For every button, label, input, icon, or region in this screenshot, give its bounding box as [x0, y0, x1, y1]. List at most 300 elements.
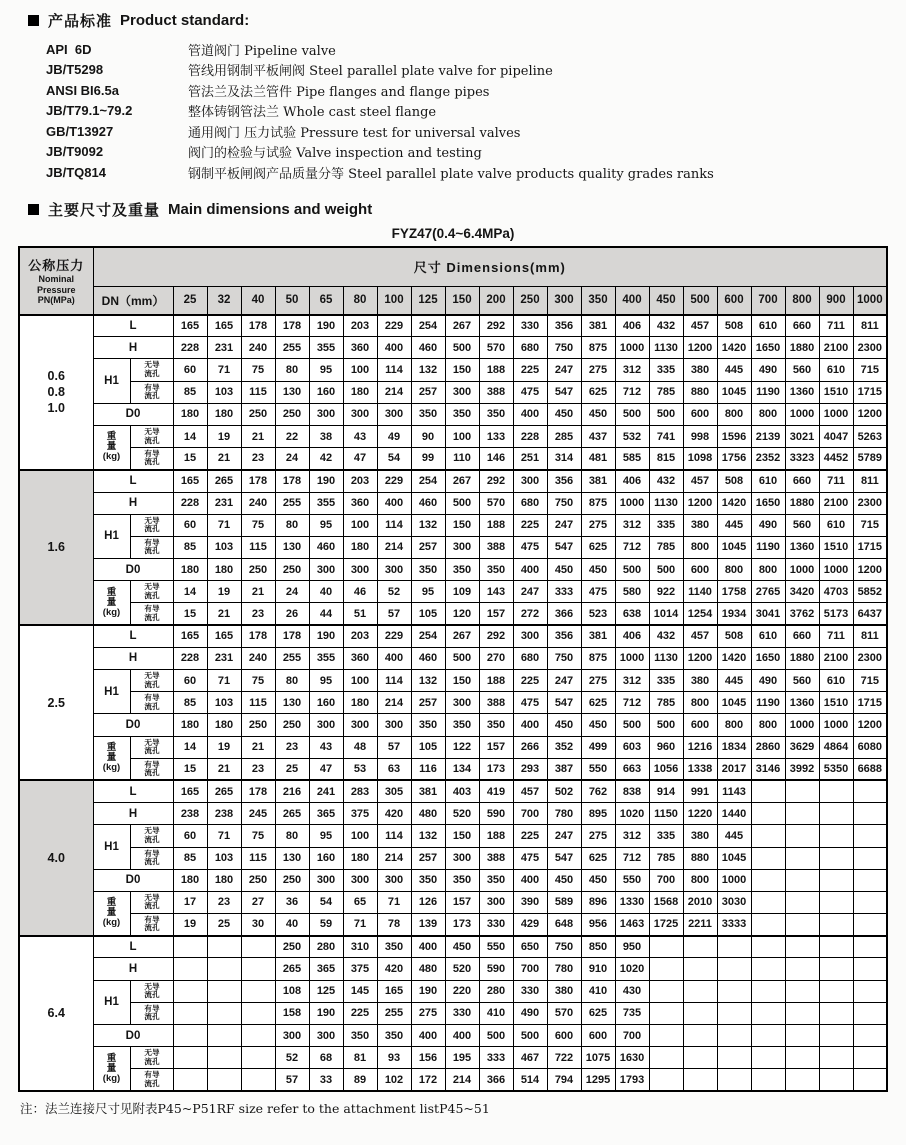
dn-column-header: 250: [513, 287, 547, 315]
dim-cell: 265: [275, 803, 309, 825]
dim-cell: 300: [309, 559, 343, 581]
flow-hole-label-line: 流孔: [143, 768, 160, 777]
dim-cell: 2100: [819, 647, 853, 669]
dim-cell: 390: [513, 891, 547, 913]
dim-cell: [751, 780, 785, 802]
table-row: [19, 736, 887, 758]
dim-cell: 800: [683, 536, 717, 558]
dim-cell: [241, 958, 275, 980]
dim-cell: 95: [309, 514, 343, 536]
table-head: [19, 247, 887, 315]
dn-column-header: 700: [751, 287, 785, 315]
standard-item: [46, 60, 888, 81]
dim-cell: [683, 1047, 717, 1069]
dim-cell: [207, 936, 241, 958]
dim-cell: 14: [173, 581, 207, 603]
dim-cell: 1045: [717, 847, 751, 869]
weight-label-line: 重: [106, 586, 117, 598]
dim-cell: 490: [751, 670, 785, 692]
dim-cell: 44: [309, 603, 343, 625]
dim-cell: 180: [207, 403, 241, 425]
flow-hole-label: [130, 603, 173, 625]
dim-cell: 350: [411, 869, 445, 891]
dim-cell: 139: [411, 914, 445, 936]
dim-cell: 811: [853, 315, 887, 337]
dim-cell: 400: [411, 1025, 445, 1047]
dim-cell: 160: [309, 692, 343, 714]
dim-cell: 1630: [615, 1047, 649, 1069]
dim-cell: 381: [581, 625, 615, 647]
dim-cell: 283: [343, 780, 377, 802]
table-row: [19, 470, 887, 492]
flow-hole-label-line: 有导: [143, 915, 160, 924]
flow-hole-label: [130, 980, 173, 1002]
dim-cell: [717, 1025, 751, 1047]
dim-cell: 547: [547, 692, 581, 714]
dim-cell: [819, 914, 853, 936]
dim-cell: 333: [547, 581, 581, 603]
dim-cell: 216: [275, 780, 309, 802]
table-row: [19, 714, 887, 736]
pressure-value: 4.0: [47, 851, 65, 866]
dim-cell: 300: [309, 1025, 343, 1047]
dn-header-cell: DN（mm）: [93, 287, 173, 315]
dim-cell: 312: [615, 825, 649, 847]
dn-column-header: 125: [411, 287, 445, 315]
dim-cell: [819, 958, 853, 980]
dim-cell: 2352: [751, 448, 785, 470]
dim-cell: 762: [581, 780, 615, 802]
flow-hole-label-line: 无导: [143, 515, 160, 525]
dim-cell: 178: [275, 625, 309, 647]
dim-cell: 600: [547, 1025, 581, 1047]
dim-cell: 99: [411, 448, 445, 470]
dim-cell: 420: [377, 803, 411, 825]
standard-desc: 整体铸钢管法兰 Whole cast steel flange: [188, 105, 437, 121]
dim-cell: 190: [309, 470, 343, 492]
dim-cell: [207, 958, 241, 980]
section-bullet-icon: [28, 15, 39, 26]
dim-cell: 89: [343, 1069, 377, 1091]
dim-cell: 27: [241, 891, 275, 913]
row-label-l: L: [93, 936, 173, 958]
table-header-row: [19, 247, 887, 287]
dim-cell: 146: [479, 448, 513, 470]
flow-hole-label-line: 流孔: [143, 546, 160, 556]
dim-cell: 254: [411, 470, 445, 492]
dim-cell: [853, 1025, 887, 1047]
dim-cell: 19: [207, 736, 241, 758]
dim-cell: 257: [411, 536, 445, 558]
standard-item: [46, 121, 888, 142]
flow-hole-label-line: 有导: [143, 538, 160, 547]
row-label-h: H: [93, 958, 173, 980]
table-row: [19, 914, 887, 936]
dim-cell: 250: [275, 714, 309, 736]
dim-cell: 610: [751, 470, 785, 492]
flow-hole-label-line: 无导: [143, 893, 160, 902]
dim-cell: 180: [343, 692, 377, 714]
dim-cell: 312: [615, 514, 649, 536]
dim-cell: 267: [445, 625, 479, 647]
dim-cell: 420: [377, 958, 411, 980]
dn-column-header: 600: [717, 287, 751, 315]
dim-cell: 229: [377, 625, 411, 647]
dim-cell: 481: [581, 448, 615, 470]
dim-cell: 103: [207, 692, 241, 714]
flow-hole-label-line: 流孔: [143, 1012, 160, 1022]
dim-cell: 132: [411, 359, 445, 381]
dim-cell: [819, 1025, 853, 1047]
dim-cell: 660: [785, 315, 819, 337]
dim-cell: 247: [513, 581, 547, 603]
dim-cell: 432: [649, 470, 683, 492]
dim-cell: 231: [207, 492, 241, 514]
dim-cell: 85: [173, 847, 207, 869]
dim-cell: 105: [411, 736, 445, 758]
dim-cell: 375: [343, 803, 377, 825]
dim-cell: 350: [479, 714, 513, 736]
dim-cell: 1130: [649, 492, 683, 514]
dim-cell: 356: [547, 625, 581, 647]
flow-hole-label: [130, 536, 173, 558]
weight-label-line: 重: [106, 897, 117, 909]
dim-cell: 300: [343, 403, 377, 425]
weight-label-line: 量: [106, 441, 117, 453]
standard-item: [46, 162, 888, 183]
dim-cell: 1725: [649, 914, 683, 936]
dim-cell: 2300: [853, 337, 887, 359]
dim-cell: 52: [275, 1047, 309, 1069]
dim-cell: 880: [683, 847, 717, 869]
dim-cell: [785, 1069, 819, 1091]
dim-cell: 126: [411, 891, 445, 913]
dim-cell: 445: [717, 514, 751, 536]
dim-cell: [717, 980, 751, 1002]
standard-desc: 管道阀门 Pipeline valve: [188, 43, 336, 59]
dim-cell: 2300: [853, 492, 887, 514]
dim-cell: 388: [479, 847, 513, 869]
dim-cell: 680: [513, 647, 547, 669]
dim-cell: 300: [343, 559, 377, 581]
dim-cell: 130: [275, 692, 309, 714]
dim-cell: 300: [275, 1025, 309, 1047]
pressure-header-cell: [19, 247, 93, 315]
dim-cell: 300: [513, 470, 547, 492]
dim-cell: 23: [275, 736, 309, 758]
flow-hole-label: [130, 758, 173, 780]
dim-cell: 85: [173, 536, 207, 558]
dim-cell: 250: [275, 559, 309, 581]
dim-cell: 2100: [819, 492, 853, 514]
weight-label-line: (kg): [102, 1072, 121, 1084]
pressure-value: 0.8: [47, 385, 65, 400]
dn-column-header: 1000: [853, 287, 887, 315]
dim-cell: 381: [411, 780, 445, 802]
standard-desc: 管法兰及法兰管件 Pipe flanges and flange pipes: [188, 84, 490, 100]
dim-cell: 275: [411, 1002, 445, 1024]
table-row: [19, 1002, 887, 1024]
dim-cell: 1045: [717, 536, 751, 558]
dim-cell: 4452: [819, 448, 853, 470]
flow-hole-label: [130, 514, 173, 536]
dim-cell: 115: [241, 381, 275, 403]
dim-cell: 532: [615, 425, 649, 447]
dim-cell: [173, 958, 207, 980]
dim-cell: 180: [343, 847, 377, 869]
flow-hole-label-line: 流孔: [143, 901, 160, 911]
dim-cell: [241, 1047, 275, 1069]
pressure-header-line: Pressure: [36, 284, 76, 295]
dim-cell: 1056: [649, 758, 683, 780]
dim-cell: 251: [513, 448, 547, 470]
dim-cell: 265: [207, 470, 241, 492]
dim-cell: 680: [513, 337, 547, 359]
dim-cell: [819, 869, 853, 891]
dim-cell: 6688: [853, 758, 887, 780]
flow-hole-label: [130, 736, 173, 758]
table-row: [19, 825, 887, 847]
dim-cell: 711: [819, 470, 853, 492]
dim-cell: 65: [343, 891, 377, 913]
dim-cell: 360: [343, 337, 377, 359]
dim-cell: 241: [309, 780, 343, 802]
dim-cell: [683, 958, 717, 980]
dim-cell: 95: [309, 359, 343, 381]
dim-cell: 47: [343, 448, 377, 470]
dim-cell: 432: [649, 625, 683, 647]
standard-desc: 通用阀门 压力试验 Pressure test for universal valves: [188, 125, 521, 141]
row-label-h: H: [93, 337, 173, 359]
dim-cell: 523: [581, 603, 615, 625]
dim-cell: [785, 825, 819, 847]
dim-cell: 257: [411, 692, 445, 714]
dim-cell: 800: [717, 403, 751, 425]
flow-hole-label-line: 流孔: [143, 435, 160, 445]
dim-cell: 625: [581, 381, 615, 403]
dim-cell: [785, 1002, 819, 1024]
dim-cell: 800: [683, 692, 717, 714]
standard-desc: 管线用钢制平板闸阀 Steel parallel plate valve for pipeline: [188, 64, 553, 80]
dim-cell: 590: [479, 803, 513, 825]
dim-cell: 100: [343, 359, 377, 381]
dim-cell: 715: [853, 514, 887, 536]
dim-cell: 500: [445, 337, 479, 359]
dim-cell: 47: [309, 758, 343, 780]
flow-hole-label-line: 流孔: [143, 990, 160, 1000]
standards-list: [46, 39, 888, 183]
table-body: [19, 315, 887, 1092]
dim-cell: 780: [547, 803, 581, 825]
dim-cell: 165: [377, 980, 411, 1002]
dim-cell: 432: [649, 315, 683, 337]
dim-cell: 800: [751, 559, 785, 581]
dim-cell: 23: [241, 758, 275, 780]
dim-cell: 21: [207, 603, 241, 625]
dim-cell: 5263: [853, 425, 887, 447]
dim-cell: [819, 825, 853, 847]
dim-cell: 160: [309, 381, 343, 403]
dim-cell: 895: [581, 803, 615, 825]
dim-cell: 680: [513, 492, 547, 514]
dim-cell: 406: [615, 625, 649, 647]
dim-cell: 380: [683, 825, 717, 847]
dim-cell: 625: [581, 536, 615, 558]
dim-cell: 355: [309, 647, 343, 669]
dim-cell: [785, 869, 819, 891]
table-row: [19, 514, 887, 536]
dim-cell: [751, 847, 785, 869]
dim-cell: 547: [547, 847, 581, 869]
dim-cell: [241, 936, 275, 958]
section-title-en: Product standard:: [120, 12, 250, 29]
dim-cell: 180: [173, 559, 207, 581]
dim-cell: [751, 869, 785, 891]
dim-cell: 22: [275, 425, 309, 447]
dim-cell: 514: [513, 1069, 547, 1091]
dim-cell: 400: [411, 936, 445, 958]
dim-cell: 1510: [819, 381, 853, 403]
dim-cell: 700: [513, 803, 547, 825]
dim-cell: 80: [275, 359, 309, 381]
dn-column-header: 200: [479, 287, 513, 315]
dim-cell: 255: [275, 492, 309, 514]
pressure-cell: [19, 625, 93, 780]
dim-cell: 1200: [853, 403, 887, 425]
row-label-d0: D0: [93, 714, 173, 736]
dim-cell: [751, 891, 785, 913]
dim-cell: 240: [241, 492, 275, 514]
dim-cell: 4047: [819, 425, 853, 447]
row-label-h1: H1: [93, 514, 130, 558]
dim-cell: 2139: [751, 425, 785, 447]
dim-cell: 625: [581, 1002, 615, 1024]
footnote: 注：法兰连接尺寸见附表P45~P51RF size refer to the attachment listP45~51: [20, 1101, 490, 1117]
dim-cell: 1130: [649, 337, 683, 359]
dim-cell: 3323: [785, 448, 819, 470]
flow-hole-label-line: 流孔: [143, 923, 160, 933]
dim-cell: 956: [581, 914, 615, 936]
dim-cell: 2300: [853, 647, 887, 669]
weight-label-line: 重: [106, 742, 117, 753]
dim-cell: 508: [717, 315, 751, 337]
dim-cell: 998: [683, 425, 717, 447]
dim-cell: 180: [343, 536, 377, 558]
dim-cell: 203: [343, 315, 377, 337]
dim-cell: 508: [717, 625, 751, 647]
dim-cell: [819, 1069, 853, 1091]
dim-cell: 60: [173, 670, 207, 692]
dim-cell: 80: [275, 514, 309, 536]
dim-cell: [717, 958, 751, 980]
dim-cell: 475: [581, 581, 615, 603]
pressure-header-line: 公称压力: [28, 258, 85, 274]
dim-cell: 1130: [649, 647, 683, 669]
dim-cell: 429: [513, 914, 547, 936]
flow-hole-label-line: 有导: [143, 1004, 160, 1013]
flow-hole-label: [130, 692, 173, 714]
dim-cell: 460: [411, 492, 445, 514]
table-row: [19, 803, 887, 825]
standard-item: [46, 80, 888, 101]
standard-item: [46, 101, 888, 122]
dim-cell: 254: [411, 315, 445, 337]
dim-cell: 700: [649, 869, 683, 891]
dim-cell: 2100: [819, 337, 853, 359]
dim-cell: 815: [649, 448, 683, 470]
dim-cell: [173, 1047, 207, 1069]
dim-cell: [819, 803, 853, 825]
dim-cell: 1715: [853, 692, 887, 714]
pressure-value: 1.0: [47, 401, 65, 416]
dim-cell: 365: [309, 958, 343, 980]
dim-cell: 14: [173, 425, 207, 447]
dim-cell: 350: [479, 559, 513, 581]
dim-cell: 1200: [853, 714, 887, 736]
weight-label-line: 重: [106, 431, 117, 443]
dim-cell: 134: [445, 758, 479, 780]
dim-cell: 300: [309, 714, 343, 736]
dim-cell: [853, 803, 887, 825]
dim-cell: 14: [173, 736, 207, 758]
dim-cell: [853, 1069, 887, 1091]
dim-cell: 115: [241, 536, 275, 558]
table-row: [19, 603, 887, 625]
dim-cell: 103: [207, 536, 241, 558]
dim-cell: [785, 958, 819, 980]
dim-cell: [751, 980, 785, 1002]
dim-cell: 54: [309, 891, 343, 913]
dim-cell: 95: [411, 581, 445, 603]
pressure-value: 0.6: [47, 369, 65, 384]
dim-cell: 3333: [717, 914, 751, 936]
section-dimensions-heading: [28, 199, 888, 220]
dim-cell: 450: [581, 559, 615, 581]
flow-hole-label-line: 无导: [143, 826, 160, 836]
dim-cell: 750: [547, 647, 581, 669]
dim-cell: 785: [649, 536, 683, 558]
dim-cell: [785, 803, 819, 825]
pressure-cell: [19, 780, 93, 935]
dim-cell: 292: [479, 625, 513, 647]
dim-cell: 21: [241, 581, 275, 603]
dim-cell: 280: [309, 936, 343, 958]
dim-cell: 157: [445, 891, 479, 913]
dim-cell: 1295: [581, 1069, 615, 1091]
dim-cell: [751, 825, 785, 847]
dim-cell: [207, 1002, 241, 1024]
dim-cell: 214: [377, 847, 411, 869]
flow-hole-label-line: 无导: [143, 737, 160, 747]
dim-cell: 250: [275, 403, 309, 425]
standard-code: API 6D: [46, 41, 92, 57]
dim-cell: 800: [751, 714, 785, 736]
dim-cell: 250: [275, 936, 309, 958]
dim-cell: 950: [615, 936, 649, 958]
dim-cell: 880: [683, 381, 717, 403]
table-row: [19, 625, 887, 647]
dim-cell: 1440: [717, 803, 751, 825]
dim-cell: 24: [275, 448, 309, 470]
dim-cell: 388: [479, 536, 513, 558]
dim-cell: 57: [377, 736, 411, 758]
dim-cell: [853, 780, 887, 802]
dim-cell: 250: [241, 714, 275, 736]
dim-cell: 500: [649, 559, 683, 581]
dim-cell: 267: [445, 470, 479, 492]
dim-cell: 1216: [683, 736, 717, 758]
dim-cell: [751, 803, 785, 825]
